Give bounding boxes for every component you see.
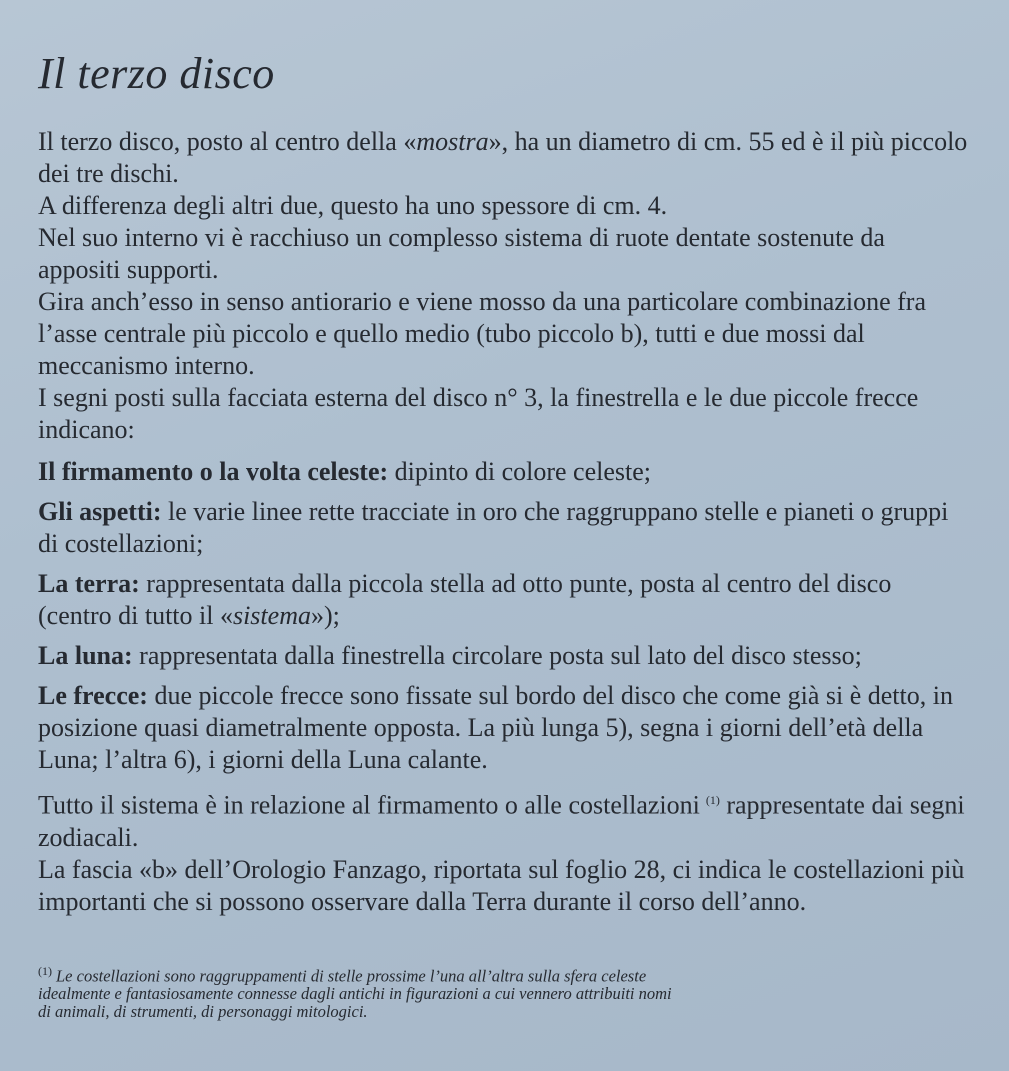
intro-paragraph-2: A differenza degli altri due, questo ha uno spessore di cm. 4.	[38, 191, 668, 220]
page-title: Il terzo disco	[38, 49, 275, 98]
definition-aspetti	[38, 496, 968, 560]
closing-text: rappresentate dai segni zodiacali.	[38, 790, 965, 852]
closing-paragraph-1	[38, 784, 968, 854]
definition-text: rappresentata dalla piccola stella ad otto punte, posta al centro del disco (centro di tutto il	[38, 569, 892, 630]
sistema-term: sistema	[232, 601, 311, 630]
mostra-term: mostra	[416, 127, 489, 156]
definition-firmamento	[38, 456, 968, 488]
intro-text: Il terzo disco, posto al centro della	[38, 127, 404, 156]
definition-term: Le frecce:	[38, 681, 148, 710]
definition-terra	[38, 568, 968, 632]
quote-close: »	[310, 601, 324, 630]
document-page	[38, 48, 968, 1021]
quote-close: »	[488, 127, 502, 156]
definition-term: La terra:	[38, 569, 140, 598]
quote-open: «	[403, 127, 417, 156]
footnote-reference: (1)	[705, 793, 720, 807]
closing-text: Tutto il sistema è in relazione al firmamento o alle costellazioni	[38, 790, 700, 820]
footnote-mark: (1)	[38, 963, 52, 978]
definition-luna	[38, 640, 968, 672]
definition-term: Il firmamento o la volta celeste:	[38, 457, 389, 486]
footnote	[38, 962, 678, 1022]
intro-paragraph-4: Gira anch’esso in senso antiorario e viene mosso da una particolare combinazione fra l’asse centrale più piccolo e quello medio (tubo piccolo b), tutti e due mossi dal meccanismo interno.	[38, 287, 926, 380]
intro-text: , ha un diametro di cm. 55 ed è il più piccolo dei tre dischi.	[38, 127, 968, 188]
definition-text: dipinto di colore celeste;	[388, 457, 651, 486]
definition-frecce	[38, 680, 968, 776]
definition-term: Gli aspetti:	[38, 497, 162, 526]
definition-text: rappresentata dalla finestrella circolare posta sul lato del disco stesso;	[132, 641, 862, 670]
definition-text: le varie linee rette tracciate in oro che raggruppano stelle e pianeti o gruppi di costellazioni;	[38, 497, 949, 558]
definition-term: La luna:	[38, 641, 133, 670]
intro-paragraph-3: Nel suo interno vi è racchiuso un complesso sistema di ruote dentate sostenute da appositi supporti.	[38, 223, 885, 284]
intro-paragraph-1	[38, 126, 968, 190]
intro-paragraph-5: I segni posti sulla facciata esterna del disco n° 3, la finestrella e le due piccole frecce indicano:	[38, 383, 919, 444]
quote-open: «	[219, 601, 233, 630]
footnote-text: Le costellazioni sono raggruppamenti di stelle prossime l’una all’altra sulla sfera celeste idealmente e fantasiosamente connesse dagli antichi in figurazioni a cui vennero attribuiti nomi di animali, di strumenti, di personaggi mitologici.	[38, 966, 672, 1022]
definition-text: due piccole frecce sono fissate sul bordo del disco che come già si è detto, in posizione quasi diametralmente opposta. La più lunga 5), segna i giorni dell’età della Luna; l’altra 6), i giorni della Luna calante.	[38, 681, 953, 774]
closing-paragraph-2: La fascia «b» dell’Orologio Fanzago, riportata sul foglio 28, ci indica le costellazioni più importanti che si possono osservare dalla Terra durante il corso dell’anno.	[38, 854, 965, 916]
definition-text: );	[323, 601, 340, 630]
spacer	[38, 446, 968, 456]
